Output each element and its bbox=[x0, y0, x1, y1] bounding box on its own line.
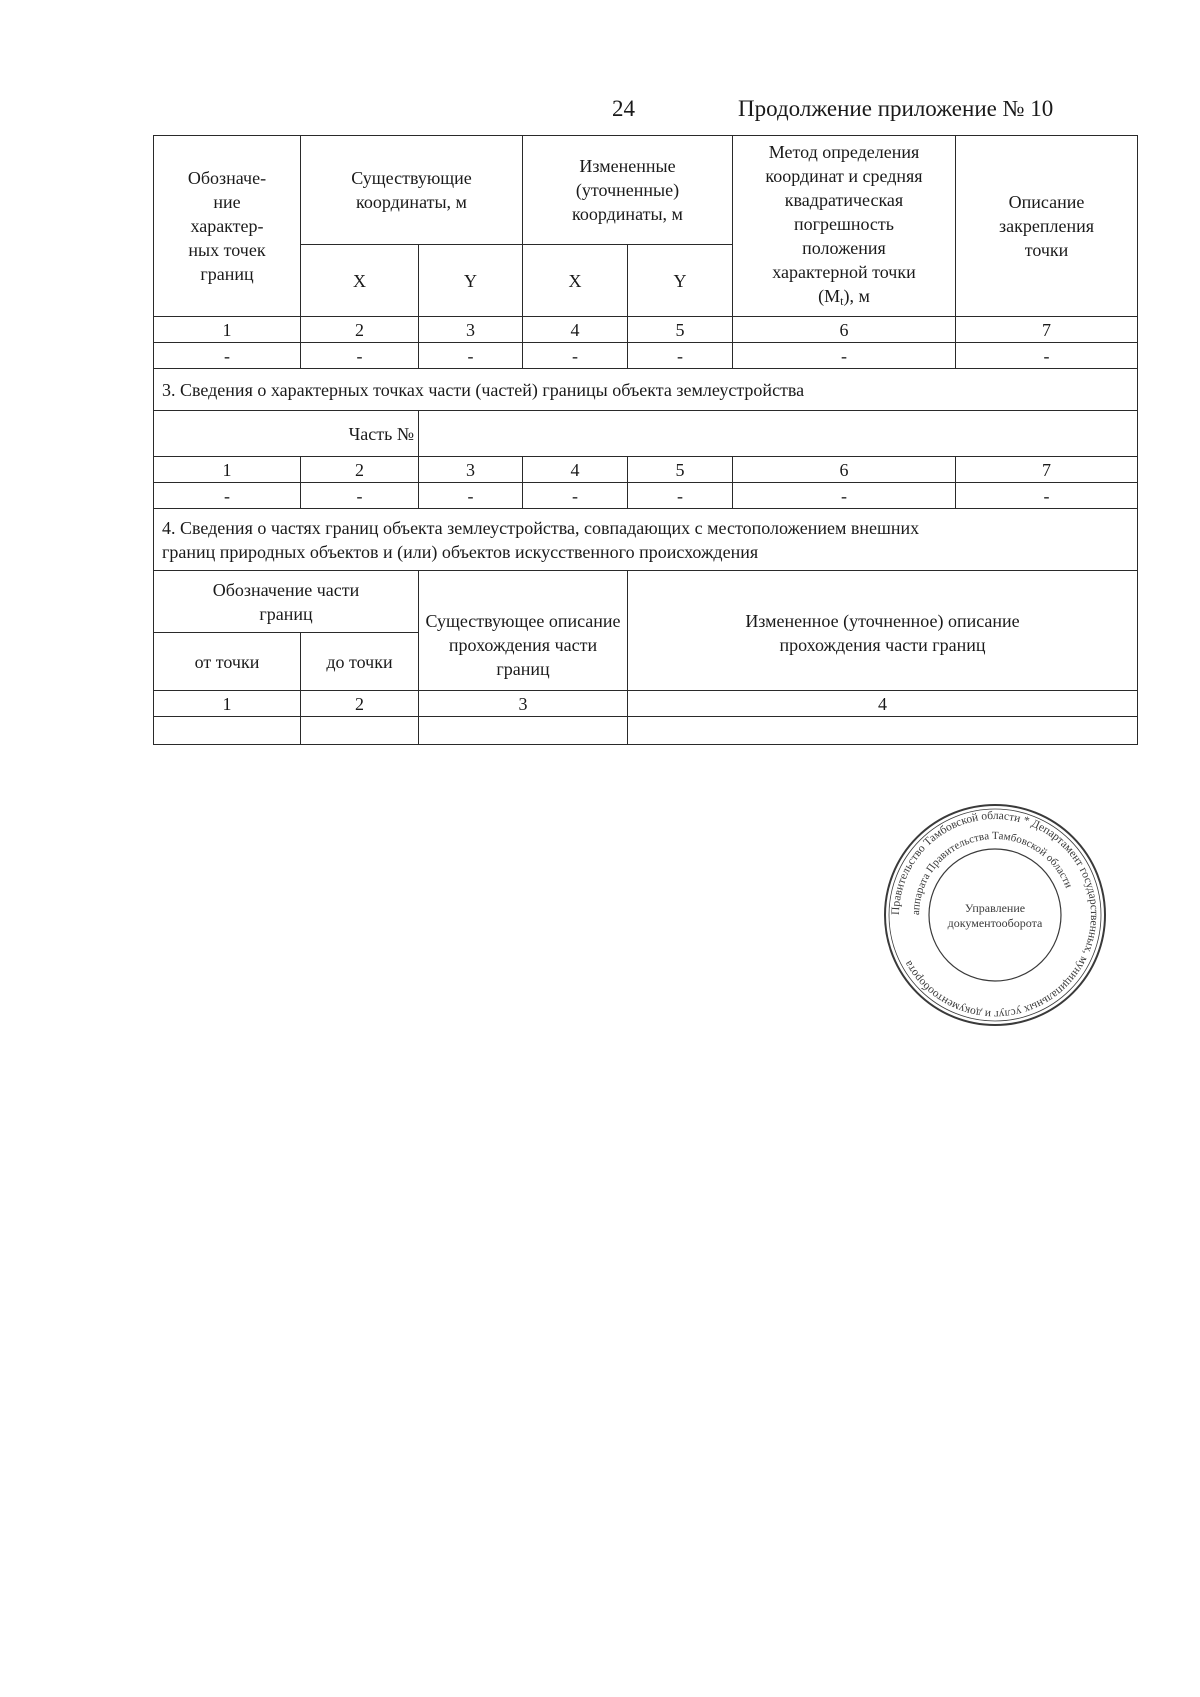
table-cell: - bbox=[419, 483, 523, 509]
column-number: 5 bbox=[628, 457, 733, 483]
official-seal bbox=[880, 800, 1110, 1030]
header-from-point: от точки bbox=[154, 633, 301, 691]
table-cell: - bbox=[523, 343, 628, 369]
column-number: 3 bbox=[419, 691, 628, 717]
seal-inner-text: аппарата Правительства Тамбовской области bbox=[909, 829, 1075, 916]
column-number: 6 bbox=[733, 457, 956, 483]
header-changed-coordinates: Измененные (уточненные) координаты, м bbox=[523, 136, 733, 245]
table-row bbox=[154, 717, 1138, 745]
column-number: 2 bbox=[301, 317, 419, 343]
column-numbers-row bbox=[154, 457, 1138, 483]
header-method: Метод определения координат и средняя квадратическая погрешность положения характерной точки $(M_t)$, м bbox=[733, 136, 956, 317]
table-cell: - bbox=[956, 483, 1138, 509]
part-number-label: Часть № bbox=[154, 411, 419, 457]
header-existing-description: Существующее описание прохождения части границ bbox=[419, 571, 628, 691]
table-cell: - bbox=[419, 343, 523, 369]
table-cell bbox=[154, 717, 301, 745]
column-number: 4 bbox=[523, 317, 628, 343]
header-existing-coordinates: Существующие координаты, м bbox=[301, 136, 523, 245]
column-numbers-row bbox=[154, 691, 1138, 717]
table-cell: - bbox=[733, 483, 956, 509]
header-existing-y: Y bbox=[419, 245, 523, 317]
column-number: 6 bbox=[733, 317, 956, 343]
header-fixing-description: Описание закрепления точки bbox=[956, 136, 1138, 317]
header-existing-x: X bbox=[301, 245, 419, 317]
column-number: 1 bbox=[154, 317, 301, 343]
column-number: 7 bbox=[956, 317, 1138, 343]
column-number: 3 bbox=[419, 457, 523, 483]
table-cell: - bbox=[301, 483, 419, 509]
seal-outer-text: Правительство Тамбовской области * Департамент государственных, муниципальных услуг и документооборота bbox=[889, 809, 1101, 1021]
column-number: 7 bbox=[956, 457, 1138, 483]
column-number: 1 bbox=[154, 457, 301, 483]
section-4-title: 4. Сведения о частях границ объекта землеустройства, совпадающих с местоположением внешних границ природных объектов и (или) объектов искусственного происхождения bbox=[154, 509, 1138, 571]
table-cell bbox=[628, 717, 1138, 745]
table-cell: - bbox=[154, 343, 301, 369]
column-number: 1 bbox=[154, 691, 301, 717]
column-number: 4 bbox=[523, 457, 628, 483]
table-cell: - bbox=[628, 483, 733, 509]
column-number: 4 bbox=[628, 691, 1138, 717]
column-number: 2 bbox=[301, 457, 419, 483]
header-changed-x: X bbox=[523, 245, 628, 317]
boundary-points-table bbox=[153, 135, 1138, 745]
seal-center-line-1: Управление bbox=[964, 901, 1026, 915]
header-part-designation: Обозначение части границ bbox=[154, 571, 419, 633]
column-number: 2 bbox=[301, 691, 419, 717]
column-number: 5 bbox=[628, 317, 733, 343]
table-row bbox=[154, 483, 1138, 509]
column-numbers-row bbox=[154, 317, 1138, 343]
part-number-value bbox=[419, 411, 1138, 457]
header-changed-y: Y bbox=[628, 245, 733, 317]
table-cell: - bbox=[154, 483, 301, 509]
header-changed-description: Измененное (уточненное) описание прохождения части границ bbox=[628, 571, 1138, 691]
table-cell: - bbox=[628, 343, 733, 369]
table-cell: - bbox=[956, 343, 1138, 369]
header-point-designation: Обозначе- ние характер- ных точек границ bbox=[154, 136, 301, 317]
table-cell bbox=[301, 717, 419, 745]
table-row bbox=[154, 343, 1138, 369]
page-number: 24 bbox=[612, 96, 635, 121]
table-cell bbox=[419, 717, 628, 745]
header-to-point: до точки bbox=[301, 633, 419, 691]
appendix-caption: Продолжение приложение № 10 bbox=[738, 96, 1054, 121]
table-cell: - bbox=[523, 483, 628, 509]
column-number: 3 bbox=[419, 317, 523, 343]
table-cell: - bbox=[301, 343, 419, 369]
table-cell: - bbox=[733, 343, 956, 369]
seal-inner-ring bbox=[929, 849, 1061, 981]
section-3-title: 3. Сведения о характерных точках части (частей) границы объекта землеустройства bbox=[154, 369, 1138, 411]
seal-center-line-2: документооборота bbox=[947, 916, 1043, 930]
